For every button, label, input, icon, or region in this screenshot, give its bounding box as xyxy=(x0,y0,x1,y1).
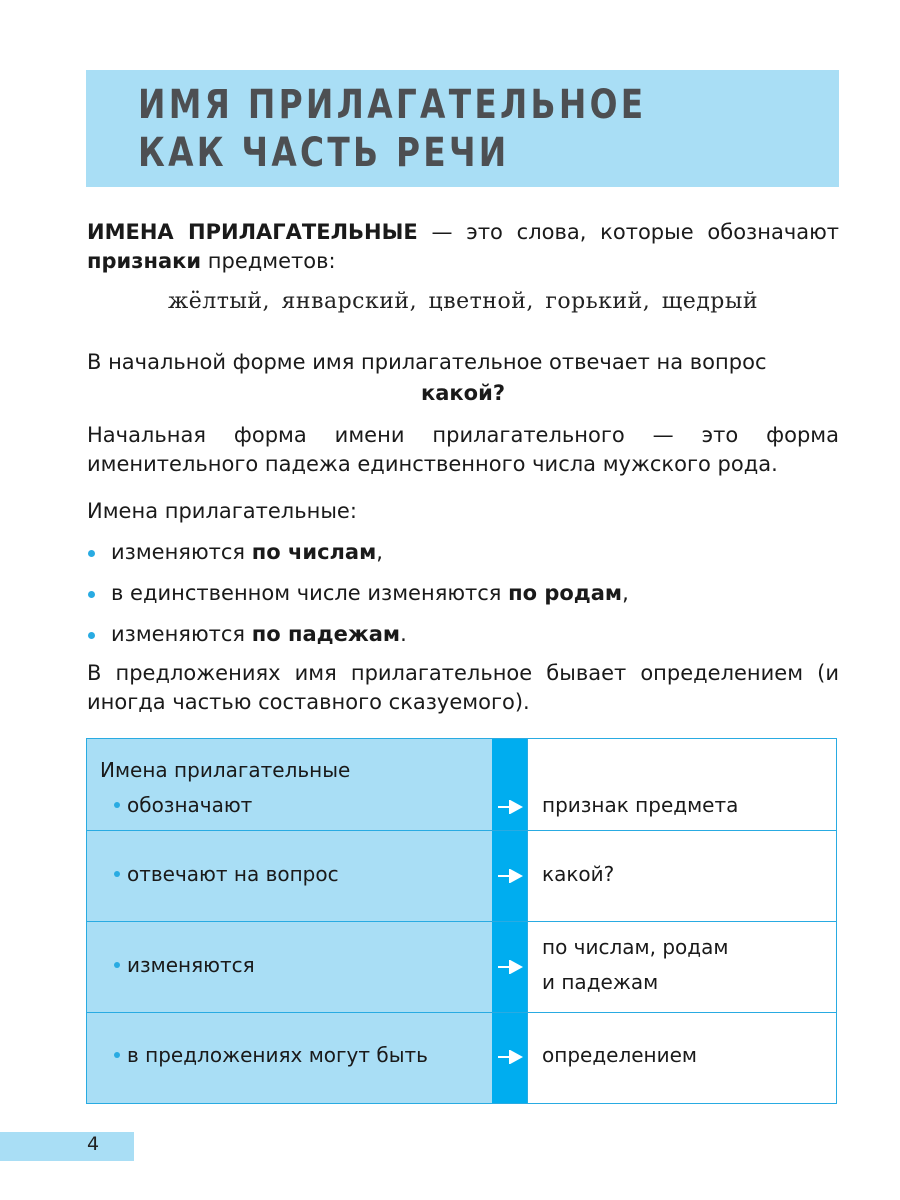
table-row-label: обозначают xyxy=(114,793,252,817)
table-row-value: какой? xyxy=(542,862,615,886)
list-item: изменяются по падежам. xyxy=(87,620,629,661)
definition-term: ИМЕНА ПРИЛАГАТЕЛЬНЫЕ xyxy=(87,220,418,244)
bullet-icon xyxy=(114,802,120,808)
table-row-value: и падежам xyxy=(542,970,659,994)
summary-table xyxy=(86,738,837,1104)
bullet-icon xyxy=(114,871,120,877)
definition-bold: признаки xyxy=(87,249,202,273)
list-item: изменяются по числам, xyxy=(87,538,629,579)
definition-text-1: — это слова, которые обозначают xyxy=(417,220,840,244)
question-word: какой? xyxy=(421,381,505,405)
table-row-label: отвечают на вопрос xyxy=(114,862,339,886)
table-row-value: по числам, родам xyxy=(542,935,729,959)
definition-text-2: предметов: xyxy=(201,249,336,273)
page-number-tab xyxy=(0,1132,134,1161)
table-row-value: признак предмета xyxy=(542,793,739,817)
arrow-right-icon xyxy=(497,960,523,974)
bullet-icon xyxy=(88,591,95,598)
table-row-label: изменяются xyxy=(114,953,255,977)
table-row-label: в предложениях могут быть xyxy=(114,1043,428,1067)
page-title-line-2: КАК ЧАСТЬ РЕЧИ xyxy=(138,130,510,176)
page-number: 4 xyxy=(87,1133,100,1155)
initial-form-paragraph: В начальной форме имя прилагательное отвечает на вопрос xyxy=(87,350,767,374)
list-item: в единственном числе изменяются по родам, xyxy=(87,579,629,620)
initial-form-definition: Начальная форма имени прилагательного — это форма именительного падежа единственного числа мужского рода. xyxy=(87,423,839,476)
properties-list xyxy=(87,538,629,661)
bullet-icon xyxy=(114,962,120,968)
arrow-right-icon xyxy=(497,800,523,814)
definition-paragraph xyxy=(87,218,839,276)
sentence-role-paragraph: В предложениях имя прилагательное бывает определением (и иногда частью составного сказуемого). xyxy=(87,661,839,714)
bullet-icon xyxy=(88,550,95,557)
arrow-right-icon xyxy=(497,869,523,883)
table-heading: Имена прилагательные xyxy=(100,758,351,782)
title-banner xyxy=(86,70,839,187)
page-title-line-1: ИМЯ ПРИЛАГАТЕЛЬНОЕ xyxy=(138,82,647,128)
list-heading: Имена прилагательные: xyxy=(87,499,357,523)
bullet-icon xyxy=(114,1052,120,1058)
examples-line: жёлтый, январский, цветной, горький, щедрый xyxy=(167,289,759,314)
arrow-right-icon xyxy=(497,1050,523,1064)
table-row-value: определением xyxy=(542,1043,697,1067)
bullet-icon xyxy=(88,632,95,639)
